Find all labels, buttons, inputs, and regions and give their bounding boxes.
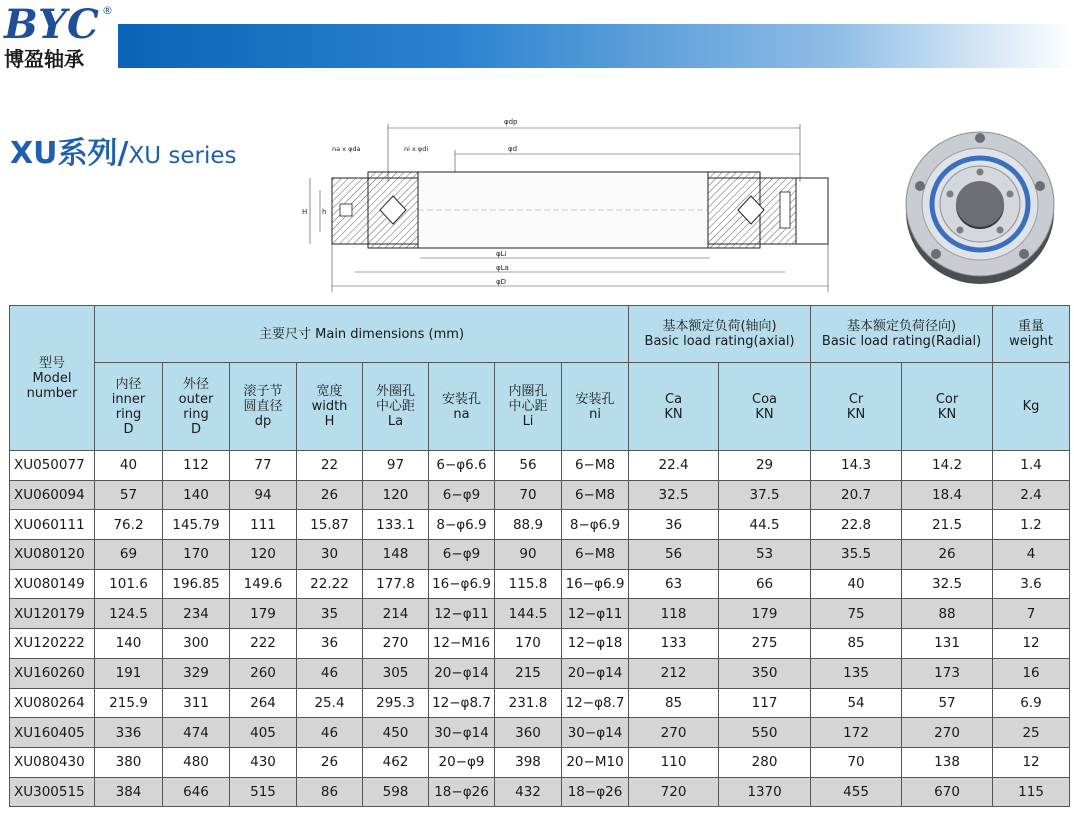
table-cell: 140 (163, 480, 230, 510)
sub-header-cell: Cor KN (902, 363, 993, 451)
table-cell: 25.4 (297, 688, 363, 718)
table-cell: 20−φ14 (562, 658, 629, 688)
table-cell: 6−M8 (562, 540, 629, 570)
table-cell: 3.6 (993, 569, 1070, 599)
label-ni-di: ni x φdi (404, 145, 429, 153)
table-cell: 29 (719, 451, 811, 481)
table-cell: 63 (629, 569, 719, 599)
sub-header-cell: 内圈孔 中心距 Li (495, 363, 562, 451)
table-cell: 46 (297, 718, 363, 748)
table-cell: 550 (719, 718, 811, 748)
table-cell: 32.5 (902, 569, 993, 599)
table-cell: 18−φ26 (562, 777, 629, 807)
table-cell: 22.22 (297, 569, 363, 599)
table-cell: 270 (902, 718, 993, 748)
table-cell: 7 (993, 599, 1070, 629)
table-cell: 6−φ9 (429, 540, 495, 570)
table-cell: 8−φ6.9 (429, 510, 495, 540)
table-cell: 720 (629, 777, 719, 807)
registered-mark: ® (102, 4, 113, 17)
label-La: φLa (496, 264, 509, 272)
table-cell: 101.6 (95, 569, 163, 599)
table-cell: 133 (629, 629, 719, 659)
table-cell: 149.6 (230, 569, 297, 599)
table-cell: 86 (297, 777, 363, 807)
table-cell: 85 (629, 688, 719, 718)
table-cell: 115.8 (495, 569, 562, 599)
table-cell: 30−φ14 (429, 718, 495, 748)
table-cell: 111 (230, 510, 297, 540)
table-cell: 16 (993, 658, 1070, 688)
table-cell: 16−φ6.9 (562, 569, 629, 599)
sub-header-cell: 外圈孔 中心距 La (363, 363, 429, 451)
table-row (10, 777, 1070, 807)
brand-chinese-name: 博盈轴承 (4, 47, 84, 71)
table-cell: 329 (163, 658, 230, 688)
table-row (10, 629, 1070, 659)
sub-header-cell: Coa KN (719, 363, 811, 451)
table-cell: 16−φ6.9 (429, 569, 495, 599)
model-cell: XU080149 (10, 569, 95, 599)
table-cell: 300 (163, 629, 230, 659)
model-cell: XU300515 (10, 777, 95, 807)
table-cell: 12 (993, 629, 1070, 659)
table-cell: 110 (629, 747, 719, 777)
table-row (10, 480, 1070, 510)
table-cell: 260 (230, 658, 297, 688)
bearing-product-image (900, 124, 1060, 290)
table-row (10, 688, 1070, 718)
logo-text: BYC (4, 1, 100, 48)
table-cell: 140 (95, 629, 163, 659)
table-cell: 12−M16 (429, 629, 495, 659)
sub-header-cell: Ca KN (629, 363, 719, 451)
table-cell: 450 (363, 718, 429, 748)
table-cell: 12−φ11 (562, 599, 629, 629)
sub-header-cell: 内径 inner ring D (95, 363, 163, 451)
table-cell: 37.5 (719, 480, 811, 510)
table-cell: 35.5 (811, 540, 902, 570)
table-cell: 138 (902, 747, 993, 777)
table-cell: 1.2 (993, 510, 1070, 540)
sub-header-cell: 宽度 width H (297, 363, 363, 451)
table-cell: 20.7 (811, 480, 902, 510)
table-cell: 15.87 (297, 510, 363, 540)
table-cell: 12−φ8.7 (562, 688, 629, 718)
table-cell: 231.8 (495, 688, 562, 718)
label-D: φD (496, 278, 507, 286)
page-title (10, 128, 236, 172)
table-row (10, 599, 1070, 629)
sub-header-row (10, 363, 1070, 451)
table-cell: 18−φ26 (429, 777, 495, 807)
table-cell: 22 (297, 451, 363, 481)
label-H: H (302, 208, 308, 216)
table-cell: 144.5 (495, 599, 562, 629)
table-cell: 311 (163, 688, 230, 718)
table-cell: 133.1 (363, 510, 429, 540)
sub-header-cell: 外径 outer ring D (163, 363, 230, 451)
model-cell: XU160405 (10, 718, 95, 748)
table-cell: 18.4 (902, 480, 993, 510)
table-cell: 30−φ14 (562, 718, 629, 748)
model-cell: XU120222 (10, 629, 95, 659)
table-cell: 20−φ9 (429, 747, 495, 777)
table-cell: 94 (230, 480, 297, 510)
model-cell: XU060111 (10, 510, 95, 540)
brand-logo (4, 1, 114, 90)
table-cell: 6−M8 (562, 480, 629, 510)
label-na-da: na x φda (332, 145, 361, 153)
sub-header-cell: 滚子节 圆直径 dp (230, 363, 297, 451)
table-cell: 69 (95, 540, 163, 570)
table-cell: 70 (811, 747, 902, 777)
table-cell: 2.4 (993, 480, 1070, 510)
table-cell: 234 (163, 599, 230, 629)
table-cell: 515 (230, 777, 297, 807)
specification-table (9, 305, 1070, 807)
table-cell: 26 (297, 480, 363, 510)
table-cell: 97 (363, 451, 429, 481)
header-banner (118, 24, 1074, 68)
table-cell: 22.4 (629, 451, 719, 481)
table-cell: 215 (495, 658, 562, 688)
table-cell: 75 (811, 599, 902, 629)
table-cell: 40 (811, 569, 902, 599)
table-cell: 474 (163, 718, 230, 748)
label-Li: φLi (496, 250, 507, 258)
header-axial-load: 基本额定负荷(轴向) Basic load rating(axial) (629, 306, 811, 363)
label-h: h (322, 208, 327, 216)
table-row (10, 569, 1070, 599)
label-dp: φdp (504, 118, 518, 126)
table-cell: 1370 (719, 777, 811, 807)
bearing-cross-section-diagram (280, 112, 840, 298)
table-cell: 135 (811, 658, 902, 688)
table-cell: 12−φ11 (429, 599, 495, 629)
table-cell: 145.79 (163, 510, 230, 540)
sub-header-cell: 安装孔 ni (562, 363, 629, 451)
table-cell: 112 (163, 451, 230, 481)
table-cell: 14.3 (811, 451, 902, 481)
model-cell: XU160260 (10, 658, 95, 688)
header-weight: 重量 weight (993, 306, 1070, 363)
table-cell: 179 (719, 599, 811, 629)
table-cell: 646 (163, 777, 230, 807)
sub-header-cell: Kg (993, 363, 1070, 451)
table-cell: 25 (993, 718, 1070, 748)
sub-header-cell: 安装孔 na (429, 363, 495, 451)
table-cell: 14.2 (902, 451, 993, 481)
table-cell: 36 (297, 629, 363, 659)
table-cell: 275 (719, 629, 811, 659)
header-radial-load: 基本额定负荷径向) Basic load rating(Radial) (811, 306, 993, 363)
table-cell: 430 (230, 747, 297, 777)
table-cell: 36 (629, 510, 719, 540)
table-cell: 77 (230, 451, 297, 481)
table-cell: 170 (495, 629, 562, 659)
table-cell: 295.3 (363, 688, 429, 718)
table-cell: 670 (902, 777, 993, 807)
table-cell: 117 (719, 688, 811, 718)
table-cell: 270 (629, 718, 719, 748)
title-cn: XU系列/ (10, 136, 129, 171)
table-cell: 270 (363, 629, 429, 659)
model-cell: XU080430 (10, 747, 95, 777)
table-cell: 380 (95, 747, 163, 777)
table-cell: 432 (495, 777, 562, 807)
table-cell: 12−φ18 (562, 629, 629, 659)
table-cell: 115 (993, 777, 1070, 807)
table-cell: 46 (297, 658, 363, 688)
table-cell: 4 (993, 540, 1070, 570)
table-cell: 598 (363, 777, 429, 807)
table-cell: 40 (95, 451, 163, 481)
model-cell: XU050077 (10, 451, 95, 481)
table-row (10, 658, 1070, 688)
table-cell: 118 (629, 599, 719, 629)
table-cell: 8−φ6.9 (562, 510, 629, 540)
table-cell: 131 (902, 629, 993, 659)
model-cell: XU060094 (10, 480, 95, 510)
table-cell: 1.4 (993, 451, 1070, 481)
table-cell: 120 (230, 540, 297, 570)
table-cell: 21.5 (902, 510, 993, 540)
table-cell: 57 (95, 480, 163, 510)
table-row (10, 747, 1070, 777)
model-cell: XU080264 (10, 688, 95, 718)
table-cell: 172 (811, 718, 902, 748)
table-cell: 20−φ14 (429, 658, 495, 688)
table-cell: 191 (95, 658, 163, 688)
table-cell: 170 (163, 540, 230, 570)
table-row (10, 540, 1070, 570)
table-cell: 57 (902, 688, 993, 718)
table-cell: 12−φ8.7 (429, 688, 495, 718)
table-cell: 264 (230, 688, 297, 718)
table-cell: 56 (495, 451, 562, 481)
table-cell: 35 (297, 599, 363, 629)
table-cell: 384 (95, 777, 163, 807)
table-cell: 305 (363, 658, 429, 688)
table-cell: 30 (297, 540, 363, 570)
table-cell: 88 (902, 599, 993, 629)
title-en: XU series (128, 143, 237, 169)
table-cell: 179 (230, 599, 297, 629)
table-cell: 22.8 (811, 510, 902, 540)
header-model: 型号 Model number (10, 306, 95, 451)
table-cell: 76.2 (95, 510, 163, 540)
table-cell: 173 (902, 658, 993, 688)
label-d: φd (508, 145, 518, 153)
table-cell: 6.9 (993, 688, 1070, 718)
model-cell: XU120179 (10, 599, 95, 629)
model-cell: XU080120 (10, 540, 95, 570)
table-cell: 54 (811, 688, 902, 718)
table-cell: 66 (719, 569, 811, 599)
table-cell: 70 (495, 480, 562, 510)
table-cell: 177.8 (363, 569, 429, 599)
table-cell: 90 (495, 540, 562, 570)
table-row (10, 510, 1070, 540)
table-cell: 85 (811, 629, 902, 659)
table-body (10, 451, 1070, 807)
table-cell: 20−M10 (562, 747, 629, 777)
table-cell: 148 (363, 540, 429, 570)
table-cell: 405 (230, 718, 297, 748)
table-cell: 26 (297, 747, 363, 777)
table-cell: 462 (363, 747, 429, 777)
table-cell: 350 (719, 658, 811, 688)
table-row (10, 451, 1070, 481)
table-cell: 124.5 (95, 599, 163, 629)
table-cell: 398 (495, 747, 562, 777)
table-cell: 222 (230, 629, 297, 659)
table-cell: 56 (629, 540, 719, 570)
table-cell: 120 (363, 480, 429, 510)
table-cell: 6−M8 (562, 451, 629, 481)
table-cell: 44.5 (719, 510, 811, 540)
table-cell: 214 (363, 599, 429, 629)
table-cell: 6−φ6.6 (429, 451, 495, 481)
table-cell: 12 (993, 747, 1070, 777)
table-cell: 215.9 (95, 688, 163, 718)
sub-header-cell: Cr KN (811, 363, 902, 451)
table-header (10, 306, 1070, 451)
table-cell: 280 (719, 747, 811, 777)
table-cell: 26 (902, 540, 993, 570)
table-cell: 212 (629, 658, 719, 688)
table-cell: 6−φ9 (429, 480, 495, 510)
header-main-dimensions: 主要尺寸 Main dimensions (mm) (95, 306, 629, 363)
table-cell: 360 (495, 718, 562, 748)
table-row (10, 718, 1070, 748)
table-cell: 53 (719, 540, 811, 570)
table-cell: 196.85 (163, 569, 230, 599)
table-cell: 480 (163, 747, 230, 777)
table-cell: 88.9 (495, 510, 562, 540)
table-cell: 455 (811, 777, 902, 807)
table-cell: 32.5 (629, 480, 719, 510)
table-cell: 336 (95, 718, 163, 748)
